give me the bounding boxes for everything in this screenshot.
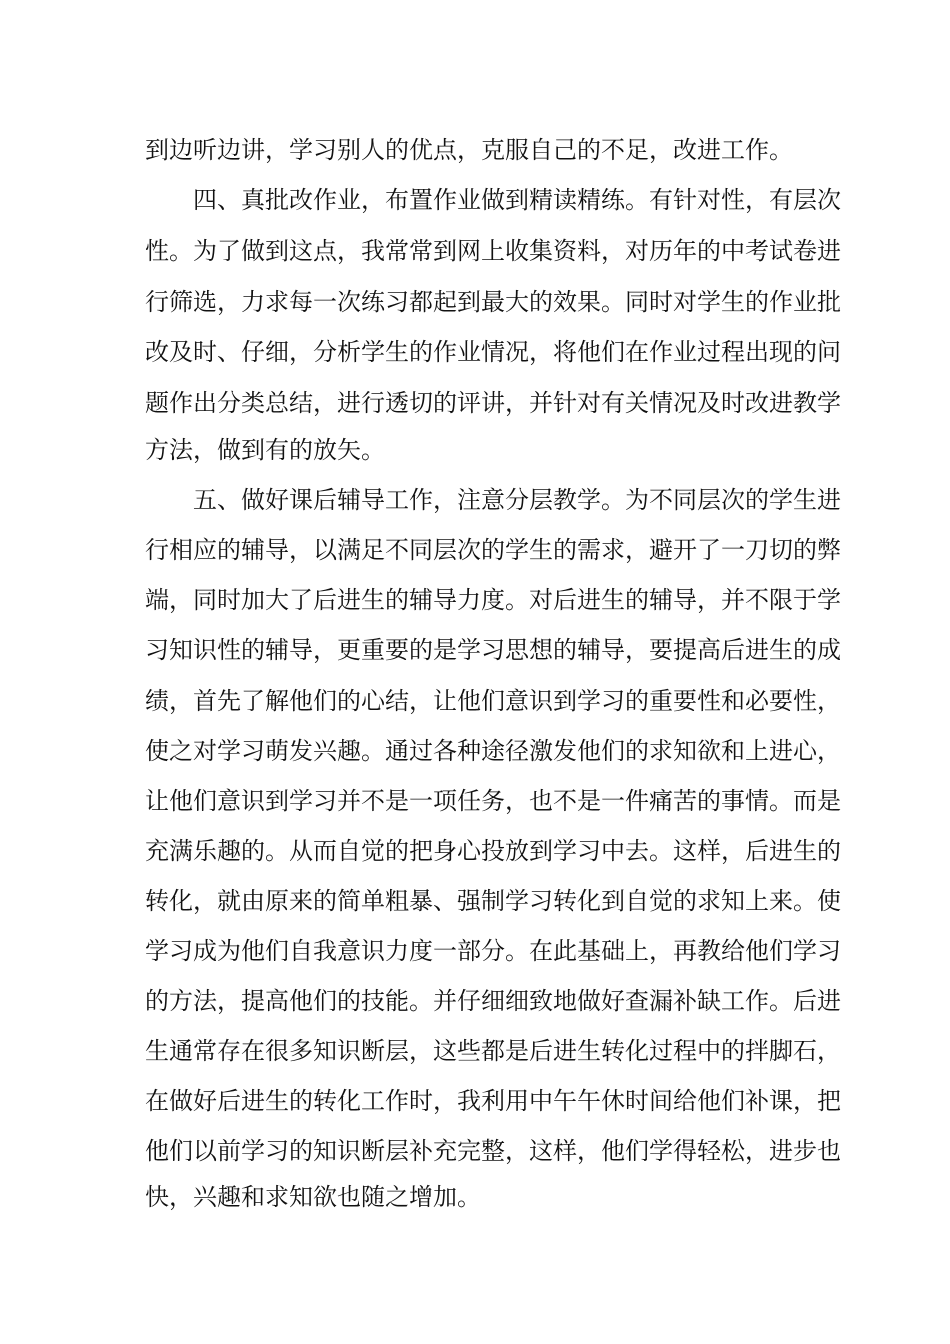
paragraph-4-first-line: 四、真批改作业，布置作业做到精读精练。有针对性，有层次 — [193, 186, 841, 214]
text-line: 习知识性的辅导，更重要的是学习思想的辅导，要提高后进生的成 — [145, 636, 841, 664]
text-line: 性。为了做到这点，我常常到网上收集资料，对历年的中考试卷进 — [145, 237, 841, 265]
text-line: 生通常存在很多知识断层，这些都是后进生转化过程中的拌脚石， — [145, 1037, 841, 1065]
text-line: 方法，做到有的放矢。 — [145, 436, 385, 464]
text-line: 行筛选，力求每一次练习都起到最大的效果。同时对学生的作业批 — [145, 288, 841, 316]
text-line: 在做好后进生的转化工作时，我利用中午午休时间给他们补课，把 — [145, 1087, 841, 1115]
text-line: 他们以前学习的知识断层补充完整，这样，他们学得轻松，进步也 — [145, 1137, 841, 1165]
text-line: 行相应的辅导，以满足不同层次的学生的需求，避开了一刀切的弊 — [145, 536, 841, 564]
text-line: 题作出分类总结，进行透切的评讲，并针对有关情况及时改进教学 — [145, 389, 841, 417]
text-line: 学习成为他们自我意识力度一部分。在此基础上，再教给他们学习 — [145, 937, 841, 965]
text-line: 改及时、仔细，分析学生的作业情况，将他们在作业过程出现的问 — [145, 338, 841, 366]
text-line: 到边听边讲，学习别人的优点，克服自己的不足，改进工作。 — [145, 136, 793, 164]
text-line: 充满乐趣的。从而自觉的把身心投放到学习中去。这样，后进生的 — [145, 837, 841, 865]
text-line: 让他们意识到学习并不是一项任务，也不是一件痛苦的事情。而是 — [145, 787, 841, 815]
paragraph-5-first-line: 五、做好课后辅导工作，注意分层教学。为不同层次的学生进 — [193, 486, 841, 514]
text-line: 使之对学习萌发兴趣。通过各种途径激发他们的求知欲和上进心， — [145, 737, 841, 765]
text-line: 转化，就由原来的简单粗暴、强制学习转化到自觉的求知上来。使 — [145, 887, 841, 915]
text-line: 的方法，提高他们的技能。并仔细细致地做好查漏补缺工作。后进 — [145, 987, 841, 1015]
text-line: 绩，首先了解他们的心结，让他们意识到学习的重要性和必要性， — [145, 687, 841, 715]
text-line: 端，同时加大了后进生的辅导力度。对后进生的辅导，并不限于学 — [145, 586, 841, 614]
text-line: 快，兴趣和求知欲也随之增加。 — [145, 1183, 481, 1211]
